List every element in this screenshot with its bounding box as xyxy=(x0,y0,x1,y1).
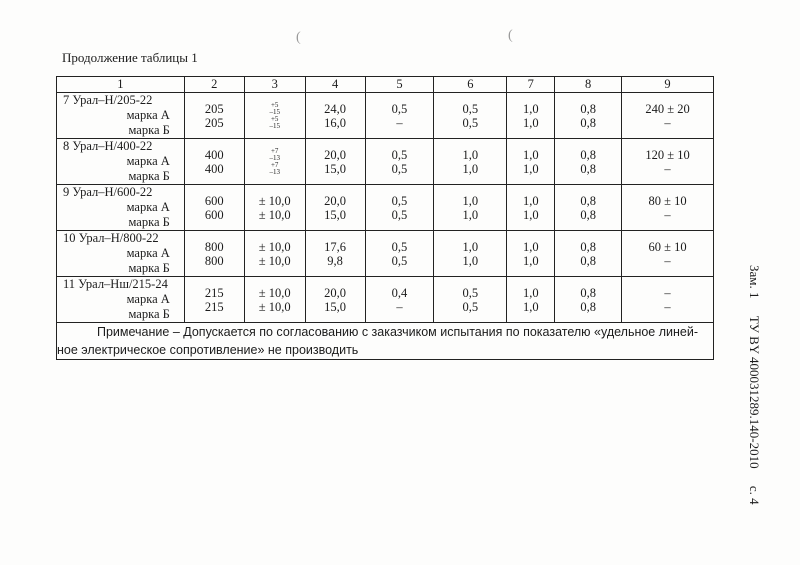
product-cell xyxy=(57,185,185,231)
value: 0,5 xyxy=(462,101,479,116)
value: 240 ± 20 xyxy=(645,101,690,116)
value: 0,5 xyxy=(462,285,479,300)
col-header: 7 xyxy=(507,77,555,93)
col-header: 1 xyxy=(57,77,185,93)
value-cell xyxy=(622,185,714,231)
tolerance-upper: +5 xyxy=(270,100,279,109)
value-cell xyxy=(507,93,555,139)
note-row xyxy=(57,323,714,360)
table-row xyxy=(57,139,714,185)
tolerance xyxy=(269,148,280,162)
value: 1,0 xyxy=(522,161,539,176)
value-cell xyxy=(184,231,244,277)
value: 1,0 xyxy=(522,101,539,116)
tolerance xyxy=(269,162,280,176)
value-cell xyxy=(622,277,714,323)
value-cell xyxy=(305,231,365,277)
value-cell xyxy=(184,185,244,231)
product-name: 11 Урал–Нш/215-24 xyxy=(63,277,168,291)
value-cell xyxy=(365,185,434,231)
value: 1,0 xyxy=(522,147,539,162)
value: 80 ± 10 xyxy=(648,193,687,208)
grade-label: марка Б xyxy=(128,307,170,321)
value: – xyxy=(664,161,671,176)
document-code: ТУ BY 400031289.140-2010 xyxy=(747,315,762,469)
value: 600 xyxy=(204,207,224,222)
side-stamp xyxy=(746,265,762,519)
value: 15,0 xyxy=(324,161,347,176)
value-cell xyxy=(507,139,555,185)
grade-label: марка А xyxy=(126,292,170,306)
value-cell xyxy=(434,93,507,139)
value: 1,0 xyxy=(522,115,539,130)
value: 0,5 xyxy=(391,147,408,162)
value: 0,4 xyxy=(391,285,408,300)
value: 0,8 xyxy=(580,207,596,222)
value-cell xyxy=(555,277,622,323)
value: – xyxy=(664,115,671,130)
grade-label: марка Б xyxy=(128,169,170,183)
grade-label: марка А xyxy=(126,108,170,122)
value: 1,0 xyxy=(522,239,539,254)
product-cell xyxy=(57,93,185,139)
tolerance-lower: –15 xyxy=(269,121,280,130)
value-cell xyxy=(555,139,622,185)
value: 205 xyxy=(204,115,224,130)
value-cell xyxy=(622,93,714,139)
value-cell xyxy=(507,277,555,323)
value-cell xyxy=(305,185,365,231)
value: 60 ± 10 xyxy=(648,239,687,254)
value: 1,0 xyxy=(522,299,539,314)
value-cell xyxy=(622,231,714,277)
table-caption: Продолжение таблицы 1 xyxy=(62,50,198,65)
product-name: 7 Урал–Н/205-22 xyxy=(63,93,153,107)
value: – xyxy=(396,115,403,130)
tolerance-upper: +5 xyxy=(270,114,279,123)
value: 1,0 xyxy=(462,193,479,208)
value-cell xyxy=(365,231,434,277)
value: 0,5 xyxy=(391,239,408,254)
value: – xyxy=(664,299,671,314)
value: 0,5 xyxy=(391,193,408,208)
grade-label: марка Б xyxy=(128,215,170,229)
value: 0,8 xyxy=(580,147,596,162)
value: 0,8 xyxy=(580,193,596,208)
grade-label: марка А xyxy=(126,200,170,214)
table-row xyxy=(57,93,714,139)
col-header: 6 xyxy=(434,77,507,93)
value: 0,5 xyxy=(391,161,408,176)
value: 400 xyxy=(204,147,224,162)
product-cell xyxy=(57,139,185,185)
product-name: 10 Урал–Н/800-22 xyxy=(63,231,159,245)
value: – xyxy=(664,207,671,222)
header-row xyxy=(57,77,714,93)
value: 0,8 xyxy=(580,239,596,254)
value-cell xyxy=(434,139,507,185)
value: 1,0 xyxy=(522,207,539,222)
value-cell xyxy=(555,185,622,231)
value: 0,8 xyxy=(580,299,596,314)
amendment-label: Зам. 1 xyxy=(747,265,762,299)
value: 0,8 xyxy=(580,253,596,268)
value: 20,0 xyxy=(324,147,347,162)
value: 1,0 xyxy=(462,147,479,162)
value-cell xyxy=(184,93,244,139)
value: 0,5 xyxy=(462,299,479,314)
value-cell xyxy=(365,93,434,139)
value: 120 ± 10 xyxy=(645,147,690,162)
page-number: с. 4 xyxy=(747,485,762,505)
tolerance-lower: –13 xyxy=(269,153,280,162)
value: 205 xyxy=(204,101,224,116)
value: 800 xyxy=(204,239,224,254)
value: 0,8 xyxy=(580,115,596,130)
value: 600 xyxy=(204,193,224,208)
col-header: 4 xyxy=(305,77,365,93)
value: 9,8 xyxy=(327,253,343,268)
table-row xyxy=(57,277,714,323)
value-cell xyxy=(507,231,555,277)
value: ± 10,0 xyxy=(258,193,291,208)
tolerance-cell xyxy=(244,277,305,323)
value: 17,6 xyxy=(324,239,347,254)
grade-label: марка А xyxy=(126,246,170,260)
value-cell xyxy=(305,139,365,185)
scan-mark: ( xyxy=(296,30,301,45)
value: 1,0 xyxy=(522,285,539,300)
value: 800 xyxy=(204,253,224,268)
grade-label: марка Б xyxy=(128,261,170,275)
value: 20,0 xyxy=(324,193,347,208)
value: ± 10,0 xyxy=(258,299,291,314)
value-cell xyxy=(305,93,365,139)
value-cell xyxy=(434,185,507,231)
tolerance-lower: –15 xyxy=(269,107,280,116)
value: ± 10,0 xyxy=(258,253,291,268)
value: 0,5 xyxy=(462,115,479,130)
value-cell xyxy=(184,139,244,185)
value: 215 xyxy=(204,299,224,314)
table-row xyxy=(57,231,714,277)
value: 0,8 xyxy=(580,161,596,176)
value: 1,0 xyxy=(522,193,539,208)
value: – xyxy=(396,299,403,314)
tolerance-cell xyxy=(244,93,305,139)
value: 1,0 xyxy=(462,253,479,268)
value: ± 10,0 xyxy=(258,207,291,222)
value: 0,8 xyxy=(580,285,596,300)
col-header: 2 xyxy=(184,77,244,93)
value: 20,0 xyxy=(324,285,347,300)
tolerance-cell xyxy=(244,231,305,277)
value: 16,0 xyxy=(324,115,347,130)
value: 0,5 xyxy=(391,101,408,116)
product-name: 8 Урал–Н/400-22 xyxy=(63,139,153,153)
product-cell xyxy=(57,231,185,277)
col-header: 9 xyxy=(622,77,714,93)
table-row xyxy=(57,185,714,231)
tolerance-upper: +7 xyxy=(270,146,279,155)
col-header: 3 xyxy=(244,77,305,93)
value: – xyxy=(664,285,671,300)
value-cell xyxy=(555,93,622,139)
value-cell xyxy=(184,277,244,323)
value: 1,0 xyxy=(522,253,539,268)
product-name: 9 Урал–Н/600-22 xyxy=(63,185,153,199)
tolerance-upper: +7 xyxy=(270,160,279,169)
value-cell xyxy=(434,231,507,277)
value: 1,0 xyxy=(462,161,479,176)
tolerance-lower: –13 xyxy=(269,167,280,176)
value: 24,0 xyxy=(324,101,347,116)
col-header: 8 xyxy=(555,77,622,93)
data-table xyxy=(56,76,714,360)
value: 0,5 xyxy=(391,207,408,222)
value-cell xyxy=(555,231,622,277)
note-text: Примечание – Допускается по согласованию с заказчиком испытания по показателю «удельное линей-ное электрическое сопротивление» не производить xyxy=(57,325,699,357)
value-cell xyxy=(434,277,507,323)
value: 1,0 xyxy=(462,207,479,222)
value: 15,0 xyxy=(324,207,347,222)
tolerance xyxy=(269,116,280,130)
value-cell xyxy=(365,277,434,323)
tolerance-cell xyxy=(244,139,305,185)
value-cell xyxy=(365,139,434,185)
value: 15,0 xyxy=(324,299,347,314)
col-header: 5 xyxy=(365,77,434,93)
value-cell xyxy=(305,277,365,323)
value: ± 10,0 xyxy=(258,239,291,254)
scan-mark: ( xyxy=(508,28,513,43)
value-cell xyxy=(622,139,714,185)
grade-label: марка Б xyxy=(128,123,170,137)
value: 0,5 xyxy=(391,253,408,268)
tolerance-cell xyxy=(244,185,305,231)
value: – xyxy=(664,253,671,268)
value: 215 xyxy=(204,285,224,300)
grade-label: марка А xyxy=(126,154,170,168)
value: ± 10,0 xyxy=(258,285,291,300)
product-cell xyxy=(57,277,185,323)
value-cell xyxy=(507,185,555,231)
tolerance xyxy=(269,102,280,116)
value: 1,0 xyxy=(462,239,479,254)
table-note xyxy=(57,323,714,360)
value: 0,8 xyxy=(580,101,596,116)
value: 400 xyxy=(204,161,224,176)
